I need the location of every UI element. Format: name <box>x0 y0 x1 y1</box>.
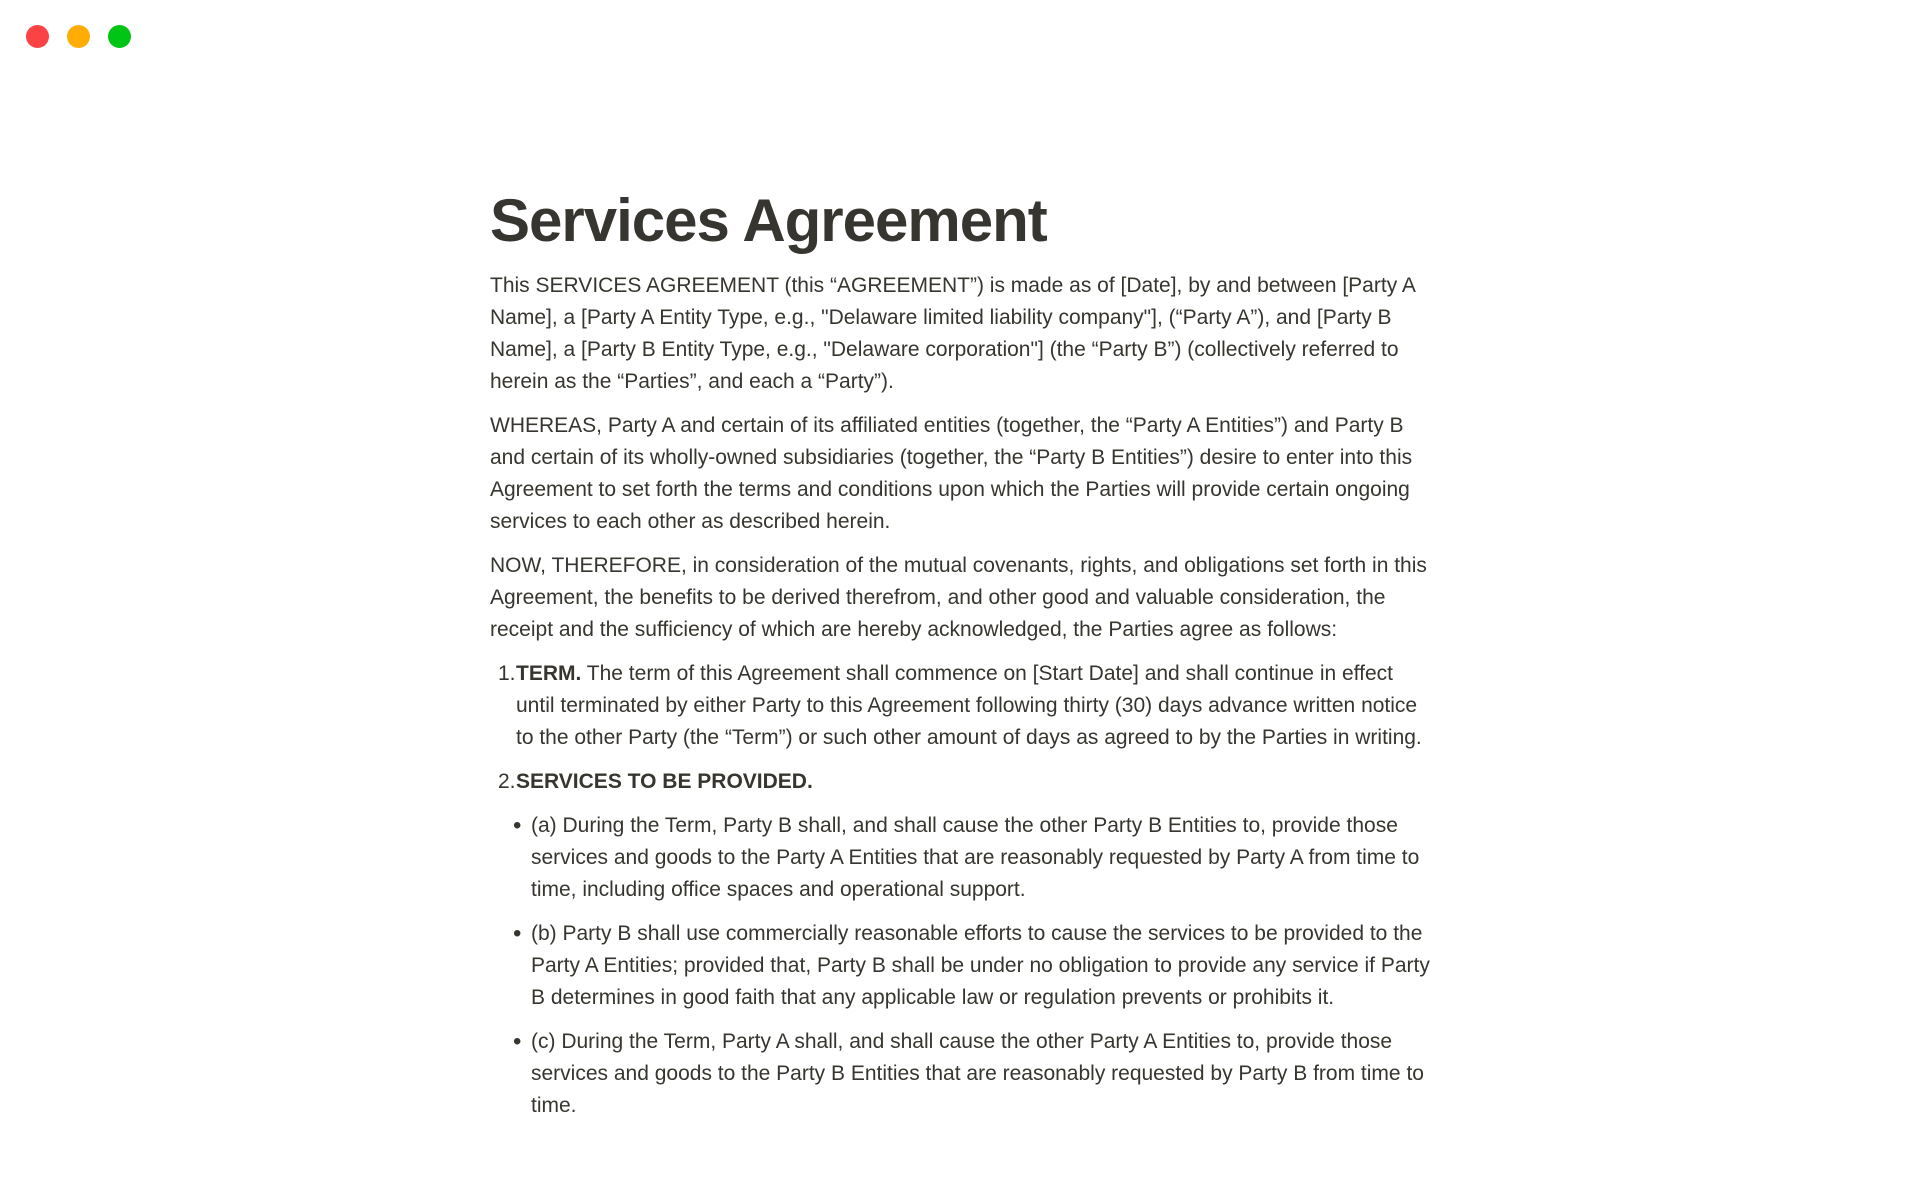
list-item-text <box>516 658 1435 754</box>
paragraph-preamble[interactable]: This SERVICES AGREEMENT (this “AGREEMENT”) is made as of [Date], by and between [Party A Name], a [Party A Entity Type, e.g., "Delaware limited liability company"], (“Party A”), and [Party B Name], a [Party B Entity Type, e.g., "Delaware corporation"] (the “Party B”) (collectively referred to herein as the “Parties”, and each a “Party”). <box>490 274 1415 393</box>
list-item-heading: TERM. <box>516 662 582 685</box>
list-item-heading: SERVICES TO BE PROVIDED. <box>516 770 813 793</box>
list-number: 1. <box>498 662 516 685</box>
bullet-text: (b) Party B shall use commercially reasonable efforts to cause the services to be provided to the Party A Entities; provided that, Party B shall be under no obligation to provide any service if Party B determines in good faith that any applicable law or regulation prevents or prohibits it. <box>531 922 1430 1009</box>
numbered-list-item-term[interactable] <box>490 658 1435 754</box>
bullet-icon: • <box>513 812 522 839</box>
bullet-text: (c) During the Term, Party A shall, and shall cause the other Party A Entities to, provide those services and goods to the Party B Entities that are reasonably requested by Party B from time to time. <box>531 1030 1424 1117</box>
list-item-body: The term of this Agreement shall commence on [Start Date] and shall continue in effect until terminated by either Party to this Agreement following thirty (30) days advance written notice to the other Party (the “Term”) or such other amount of days as agreed to by the Parties in writing. <box>516 662 1422 749</box>
list-number: 2. <box>498 770 516 793</box>
zoom-button[interactable] <box>108 25 131 48</box>
list-item-text <box>516 766 813 798</box>
bulleted-list-item-a[interactable] <box>490 810 1435 906</box>
numbered-list-item-services[interactable] <box>490 766 1435 798</box>
paragraph-now-therefore[interactable]: NOW, THEREFORE, in consideration of the mutual covenants, rights, and obligations set forth in this Agreement, the benefits to be derived therefrom, and other good and valuable consideration, the receipt and the sufficiency of which are hereby acknowledged, the Parties agree as follows: <box>490 554 1427 641</box>
paragraph-whereas[interactable]: WHEREAS, Party A and certain of its affiliated entities (together, the “Party A Entities”) and Party B and certain of its wholly-owned subsidiaries (together, the “Party B Entities”) desire to enter into this Agreement to set forth the terms and conditions upon which the Parties will provide certain ongoing services to each other as described herein. <box>490 414 1413 533</box>
close-button[interactable] <box>26 25 49 48</box>
document-page <box>490 188 1435 1122</box>
bulleted-list-item-c[interactable] <box>490 1026 1435 1122</box>
bullet-icon: • <box>513 1028 522 1055</box>
bullet-icon: • <box>513 920 522 947</box>
bulleted-list-item-b[interactable] <box>490 918 1435 1014</box>
window-controls <box>26 25 131 48</box>
minimize-button[interactable] <box>67 25 90 48</box>
bullet-text: (a) During the Term, Party B shall, and shall cause the other Party B Entities to, provide those services and goods to the Party A Entities that are reasonably requested by Party A from time to time, including office spaces and operational support. <box>531 814 1420 901</box>
page-title[interactable]: Services Agreement <box>490 187 1047 254</box>
